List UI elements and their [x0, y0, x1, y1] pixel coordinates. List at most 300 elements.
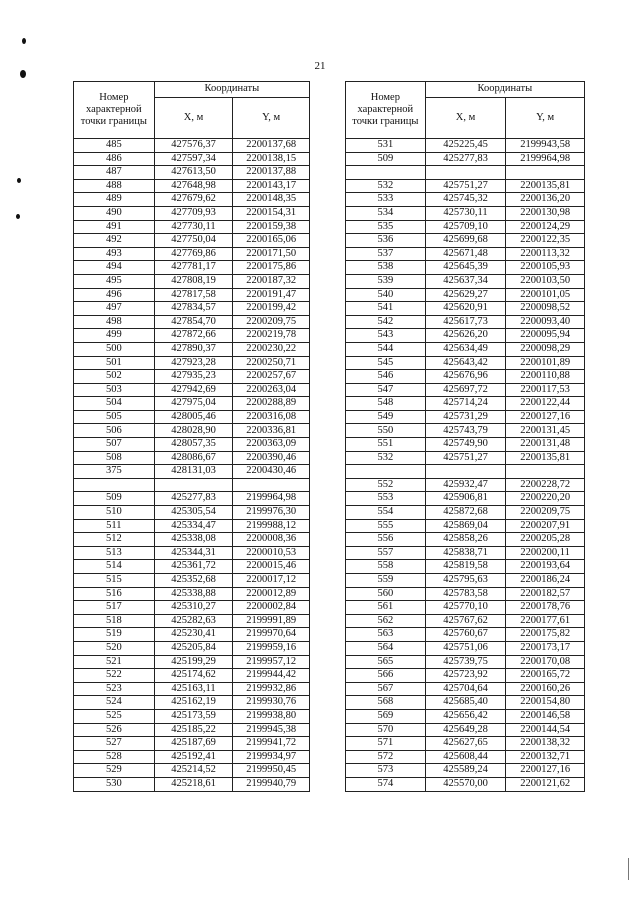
point-number-cell: 510 — [74, 506, 155, 520]
x-coordinate-cell: 425214,52 — [154, 764, 233, 778]
point-number-cell: 568 — [346, 696, 426, 710]
point-number-cell: 564 — [346, 641, 426, 655]
y-coordinate-cell: 2200148,35 — [233, 193, 310, 207]
point-number-cell: 509 — [346, 152, 426, 166]
y-coordinate-cell: 2200122,44 — [506, 397, 585, 411]
y-coordinate-cell: 2200131,48 — [506, 438, 585, 452]
point-number-cell: 532 — [346, 179, 426, 193]
x-coordinate-cell: 427750,04 — [154, 234, 233, 248]
x-coordinate-cell: 425225,45 — [425, 139, 506, 153]
point-number-cell: 501 — [74, 356, 155, 370]
point-number-cell: 507 — [74, 438, 155, 452]
table-row — [74, 397, 310, 411]
point-number-cell: 548 — [346, 397, 426, 411]
table-row — [346, 655, 585, 669]
x-coordinate-cell: 427648,98 — [154, 179, 233, 193]
point-number-cell: 486 — [74, 152, 155, 166]
table-row — [74, 574, 310, 588]
x-coordinate-cell: 425570,00 — [425, 777, 506, 791]
table-row — [74, 179, 310, 193]
table-row — [346, 682, 585, 696]
point-number-cell: 524 — [74, 696, 155, 710]
table-row — [74, 261, 310, 275]
table-row — [74, 451, 310, 465]
y-coordinate-cell: 2200263,04 — [233, 383, 310, 397]
table-row — [346, 492, 585, 506]
table-row — [346, 383, 585, 397]
table-row — [74, 587, 310, 601]
y-coordinate-cell: 2200250,71 — [233, 356, 310, 370]
x-coordinate-cell: 425704,64 — [425, 682, 506, 696]
x-coordinate-cell: 425620,91 — [425, 302, 506, 316]
x-coordinate-cell: 425869,04 — [425, 519, 506, 533]
point-number-cell: 541 — [346, 302, 426, 316]
point-number-cell: 492 — [74, 234, 155, 248]
table-row — [346, 247, 585, 261]
x-coordinate-cell: 425187,69 — [154, 737, 233, 751]
x-coordinate-cell: 425749,90 — [425, 438, 506, 452]
y-coordinate-cell: 2200098,52 — [506, 302, 585, 316]
table-row — [74, 519, 310, 533]
table-row — [74, 288, 310, 302]
table-row — [346, 777, 585, 791]
point-number-cell: 530 — [74, 777, 155, 791]
table-row — [346, 139, 585, 153]
y-coordinate-cell: 2200257,67 — [233, 370, 310, 384]
x-coordinate-cell: 427834,57 — [154, 302, 233, 316]
point-number-cell: 517 — [74, 601, 155, 615]
x-coordinate-cell: 425162,19 — [154, 696, 233, 710]
x-coordinate-cell: 427890,37 — [154, 342, 233, 356]
x-coordinate-cell: 425819,58 — [425, 560, 506, 574]
y-coordinate-cell: 2200122,35 — [506, 234, 585, 248]
y-coordinate-cell: 2199945,38 — [233, 723, 310, 737]
y-coordinate-cell: 2200171,50 — [233, 247, 310, 261]
x-coordinate-cell: 425645,39 — [425, 261, 506, 275]
y-coordinate-cell: 2199991,89 — [233, 614, 310, 628]
table-row — [74, 682, 310, 696]
table-row — [346, 546, 585, 560]
x-coordinate-cell: 425361,72 — [154, 560, 233, 574]
x-coordinate-cell: 427872,66 — [154, 329, 233, 343]
point-number-cell: 560 — [346, 587, 426, 601]
y-coordinate-cell: 2200117,53 — [506, 383, 585, 397]
table-row — [346, 696, 585, 710]
y-coordinate-cell: 2200015,46 — [233, 560, 310, 574]
table-row — [346, 709, 585, 723]
table-row — [346, 220, 585, 234]
table-row — [74, 614, 310, 628]
y-coordinate-cell: 2200131,45 — [506, 424, 585, 438]
table-row — [346, 628, 585, 642]
x-coordinate-cell: 425872,68 — [425, 506, 506, 520]
point-number-cell: 496 — [74, 288, 155, 302]
table-row — [74, 139, 310, 153]
page-number: 21 — [314, 60, 326, 72]
x-coordinate-cell: 425858,26 — [425, 533, 506, 547]
point-number-cell: 508 — [74, 451, 155, 465]
point-number-cell: 547 — [346, 383, 426, 397]
point-number-cell: 562 — [346, 614, 426, 628]
x-coordinate-cell: 425589,24 — [425, 764, 506, 778]
point-number-cell: 485 — [74, 139, 155, 153]
point-number-cell: 513 — [74, 546, 155, 560]
point-number-cell: 543 — [346, 329, 426, 343]
y-coordinate-cell: 2200209,75 — [506, 506, 585, 520]
x-coordinate-cell: 427975,04 — [154, 397, 233, 411]
point-number-cell: 503 — [74, 383, 155, 397]
table-row — [74, 723, 310, 737]
header-point-number: Номер характерной точки границы — [346, 82, 426, 139]
y-coordinate-cell: 2200138,32 — [506, 737, 585, 751]
y-coordinate-cell — [233, 478, 310, 492]
table-row — [346, 329, 585, 343]
table-row — [346, 601, 585, 615]
x-coordinate-cell: 425723,92 — [425, 669, 506, 683]
table-row — [346, 179, 585, 193]
x-coordinate-cell: 425218,61 — [154, 777, 233, 791]
point-number-cell: 558 — [346, 560, 426, 574]
x-coordinate-cell: 427817,58 — [154, 288, 233, 302]
point-number-cell: 523 — [74, 682, 155, 696]
point-number-cell: 505 — [74, 410, 155, 424]
table-row — [74, 302, 310, 316]
point-number-cell: 525 — [74, 709, 155, 723]
y-coordinate-cell: 2200193,64 — [506, 560, 585, 574]
table-row — [346, 152, 585, 166]
point-number-cell: 550 — [346, 424, 426, 438]
x-coordinate-cell: 425685,40 — [425, 696, 506, 710]
point-number-cell: 555 — [346, 519, 426, 533]
y-coordinate-cell: 2199976,30 — [233, 506, 310, 520]
y-coordinate-cell: 2200154,80 — [506, 696, 585, 710]
table-row — [346, 438, 585, 452]
point-number-cell: 489 — [74, 193, 155, 207]
x-coordinate-cell — [425, 465, 506, 479]
y-coordinate-cell: 2200146,58 — [506, 709, 585, 723]
y-coordinate-cell: 2200316,08 — [233, 410, 310, 424]
point-number-cell: 494 — [74, 261, 155, 275]
table-row — [74, 641, 310, 655]
x-coordinate-cell: 425739,75 — [425, 655, 506, 669]
table-row — [74, 737, 310, 751]
table-row — [74, 764, 310, 778]
point-number-cell: 566 — [346, 669, 426, 683]
x-coordinate-cell: 425838,71 — [425, 546, 506, 560]
table-row — [74, 193, 310, 207]
table-row — [74, 356, 310, 370]
y-coordinate-cell: 2200205,28 — [506, 533, 585, 547]
y-coordinate-cell: 2200135,81 — [506, 179, 585, 193]
y-coordinate-cell: 2200219,78 — [233, 329, 310, 343]
x-coordinate-cell: 425676,96 — [425, 370, 506, 384]
x-coordinate-cell: 425714,24 — [425, 397, 506, 411]
x-coordinate-cell: 425643,42 — [425, 356, 506, 370]
point-number-cell: 537 — [346, 247, 426, 261]
point-number-cell: 571 — [346, 737, 426, 751]
point-number-cell: 518 — [74, 614, 155, 628]
header-x: X, м — [425, 98, 506, 139]
x-coordinate-cell: 425783,58 — [425, 587, 506, 601]
x-coordinate-cell: 427730,11 — [154, 220, 233, 234]
table-row — [346, 669, 585, 683]
right-table-body — [346, 139, 585, 792]
x-coordinate-cell: 425277,83 — [154, 492, 233, 506]
x-coordinate-cell: 427942,69 — [154, 383, 233, 397]
table-row — [346, 166, 585, 180]
y-coordinate-cell: 2200177,61 — [506, 614, 585, 628]
scan-mark — [628, 858, 629, 880]
y-coordinate-cell: 2200121,62 — [506, 777, 585, 791]
y-coordinate-cell: 2200143,17 — [233, 179, 310, 193]
y-coordinate-cell: 2200207,91 — [506, 519, 585, 533]
x-coordinate-cell: 427781,17 — [154, 261, 233, 275]
table-row — [346, 356, 585, 370]
y-coordinate-cell: 2200390,46 — [233, 451, 310, 465]
table-row — [346, 533, 585, 547]
x-coordinate-cell: 427597,34 — [154, 152, 233, 166]
x-coordinate-cell: 425344,31 — [154, 546, 233, 560]
point-number-cell: 504 — [74, 397, 155, 411]
table-row — [74, 655, 310, 669]
y-coordinate-cell: 2199944,42 — [233, 669, 310, 683]
point-number-cell: 574 — [346, 777, 426, 791]
x-coordinate-cell: 425906,81 — [425, 492, 506, 506]
header-x: X, м — [154, 98, 233, 139]
table-row — [74, 315, 310, 329]
table-row — [74, 709, 310, 723]
header-coordinates: Координаты — [154, 82, 309, 98]
header-y: Y, м — [506, 98, 585, 139]
table-row — [346, 261, 585, 275]
point-number-cell: 527 — [74, 737, 155, 751]
point-number-cell: 542 — [346, 315, 426, 329]
x-coordinate-cell: 425338,08 — [154, 533, 233, 547]
table-row — [74, 342, 310, 356]
point-number-cell — [346, 166, 426, 180]
table-row — [74, 166, 310, 180]
table-row — [346, 370, 585, 384]
scan-dot — [20, 70, 26, 78]
y-coordinate-cell: 2200105,93 — [506, 261, 585, 275]
point-number-cell: 529 — [74, 764, 155, 778]
y-coordinate-cell: 2200178,76 — [506, 601, 585, 615]
x-coordinate-cell: 425767,62 — [425, 614, 506, 628]
y-coordinate-cell: 2200187,32 — [233, 274, 310, 288]
coordinates-table-right — [345, 81, 585, 792]
x-coordinate-cell: 425730,11 — [425, 206, 506, 220]
point-number-cell: 539 — [346, 274, 426, 288]
point-number-cell: 544 — [346, 342, 426, 356]
x-coordinate-cell: 427769,86 — [154, 247, 233, 261]
point-number-cell: 538 — [346, 261, 426, 275]
point-number-cell: 522 — [74, 669, 155, 683]
x-coordinate-cell: 425656,42 — [425, 709, 506, 723]
scan-dot — [17, 178, 21, 183]
scan-dot — [22, 38, 26, 44]
y-coordinate-cell: 2199959,16 — [233, 641, 310, 655]
x-coordinate-cell: 425185,22 — [154, 723, 233, 737]
table-row — [346, 641, 585, 655]
x-coordinate-cell: 425627,65 — [425, 737, 506, 751]
y-coordinate-cell: 2200175,86 — [233, 261, 310, 275]
y-coordinate-cell: 2200182,57 — [506, 587, 585, 601]
point-number-cell: 535 — [346, 220, 426, 234]
table-row — [74, 465, 310, 479]
point-number-cell: 545 — [346, 356, 426, 370]
x-coordinate-cell: 425282,63 — [154, 614, 233, 628]
table-row — [74, 220, 310, 234]
x-coordinate-cell: 427613,50 — [154, 166, 233, 180]
y-coordinate-cell: 2199940,79 — [233, 777, 310, 791]
point-number-cell: 495 — [74, 274, 155, 288]
x-coordinate-cell: 425617,73 — [425, 315, 506, 329]
y-coordinate-cell: 2200113,32 — [506, 247, 585, 261]
table-row — [346, 574, 585, 588]
y-coordinate-cell: 2199941,72 — [233, 737, 310, 751]
table-row — [74, 383, 310, 397]
table-row — [74, 506, 310, 520]
y-coordinate-cell: 2200170,08 — [506, 655, 585, 669]
point-number-cell: 497 — [74, 302, 155, 316]
table-row — [346, 519, 585, 533]
x-coordinate-cell: 425795,63 — [425, 574, 506, 588]
y-coordinate-cell: 2199950,45 — [233, 764, 310, 778]
table-row — [346, 737, 585, 751]
table-row — [346, 587, 585, 601]
x-coordinate-cell: 425751,06 — [425, 641, 506, 655]
y-coordinate-cell: 2200138,15 — [233, 152, 310, 166]
y-coordinate-cell: 2200137,68 — [233, 139, 310, 153]
y-coordinate-cell: 2200430,46 — [233, 465, 310, 479]
table-row — [74, 560, 310, 574]
table-row — [74, 152, 310, 166]
y-coordinate-cell: 2200228,72 — [506, 478, 585, 492]
point-number-cell: 554 — [346, 506, 426, 520]
left-table-body — [74, 139, 310, 792]
y-coordinate-cell: 2200017,12 — [233, 574, 310, 588]
point-number-cell: 532 — [346, 451, 426, 465]
x-coordinate-cell: 425338,88 — [154, 587, 233, 601]
point-number-cell: 567 — [346, 682, 426, 696]
y-coordinate-cell: 2199930,76 — [233, 696, 310, 710]
point-number-cell: 559 — [346, 574, 426, 588]
x-coordinate-cell: 425334,47 — [154, 519, 233, 533]
y-coordinate-cell: 2200095,94 — [506, 329, 585, 343]
x-coordinate-cell: 427854,70 — [154, 315, 233, 329]
point-number-cell: 520 — [74, 641, 155, 655]
table-row — [74, 628, 310, 642]
point-number-cell: 557 — [346, 546, 426, 560]
point-number-cell: 511 — [74, 519, 155, 533]
table-row — [346, 560, 585, 574]
table-row — [346, 315, 585, 329]
y-coordinate-cell: 2200136,20 — [506, 193, 585, 207]
table-row — [74, 329, 310, 343]
table-row — [74, 438, 310, 452]
point-number-cell: 569 — [346, 709, 426, 723]
y-coordinate-cell: 2200135,81 — [506, 451, 585, 465]
x-coordinate-cell: 428005,46 — [154, 410, 233, 424]
y-coordinate-cell: 2200200,11 — [506, 546, 585, 560]
y-coordinate-cell: 2200159,38 — [233, 220, 310, 234]
x-coordinate-cell: 425932,47 — [425, 478, 506, 492]
x-coordinate-cell: 428131,03 — [154, 465, 233, 479]
x-coordinate-cell: 425305,54 — [154, 506, 233, 520]
table-row — [346, 506, 585, 520]
point-number-cell: 570 — [346, 723, 426, 737]
x-coordinate-cell: 425626,20 — [425, 329, 506, 343]
y-coordinate-cell: 2200124,29 — [506, 220, 585, 234]
point-number-cell: 375 — [74, 465, 155, 479]
point-number-cell: 512 — [74, 533, 155, 547]
y-coordinate-cell: 2200002,84 — [233, 601, 310, 615]
point-number-cell: 528 — [74, 750, 155, 764]
point-number-cell: 498 — [74, 315, 155, 329]
y-coordinate-cell — [506, 166, 585, 180]
x-coordinate-cell: 425192,41 — [154, 750, 233, 764]
x-coordinate-cell: 425697,72 — [425, 383, 506, 397]
y-coordinate-cell: 2200165,72 — [506, 669, 585, 683]
point-number-cell: 500 — [74, 342, 155, 356]
y-coordinate-cell: 2200127,16 — [506, 410, 585, 424]
point-number-cell: 509 — [74, 492, 155, 506]
table-row — [74, 206, 310, 220]
table-row — [346, 410, 585, 424]
y-coordinate-cell: 2200191,47 — [233, 288, 310, 302]
y-coordinate-cell: 2199964,98 — [506, 152, 585, 166]
y-coordinate-cell: 2200101,05 — [506, 288, 585, 302]
y-coordinate-cell: 2200288,89 — [233, 397, 310, 411]
table-row — [74, 669, 310, 683]
x-coordinate-cell: 425671,48 — [425, 247, 506, 261]
table-row — [346, 342, 585, 356]
point-number-cell: 491 — [74, 220, 155, 234]
y-coordinate-cell: 2200130,98 — [506, 206, 585, 220]
y-coordinate-cell: 2200110,88 — [506, 370, 585, 384]
point-number-cell: 551 — [346, 438, 426, 452]
table-row — [74, 424, 310, 438]
table-row — [74, 546, 310, 560]
x-coordinate-cell: 428057,35 — [154, 438, 233, 452]
point-number-cell: 561 — [346, 601, 426, 615]
x-coordinate-cell: 425608,44 — [425, 750, 506, 764]
table-row — [74, 234, 310, 248]
x-coordinate-cell: 427679,62 — [154, 193, 233, 207]
y-coordinate-cell: 2200101,89 — [506, 356, 585, 370]
table-row — [346, 451, 585, 465]
point-number-cell: 499 — [74, 329, 155, 343]
y-coordinate-cell: 2200098,29 — [506, 342, 585, 356]
point-number-cell: 549 — [346, 410, 426, 424]
x-coordinate-cell: 425699,68 — [425, 234, 506, 248]
table-row — [346, 397, 585, 411]
point-number-cell: 553 — [346, 492, 426, 506]
table-row — [74, 410, 310, 424]
x-coordinate-cell: 425205,84 — [154, 641, 233, 655]
x-coordinate-cell: 425199,29 — [154, 655, 233, 669]
point-number-cell: 531 — [346, 139, 426, 153]
point-number-cell: 506 — [74, 424, 155, 438]
y-coordinate-cell: 2199934,97 — [233, 750, 310, 764]
y-coordinate-cell: 2200010,53 — [233, 546, 310, 560]
x-coordinate-cell: 428086,67 — [154, 451, 233, 465]
point-number-cell: 572 — [346, 750, 426, 764]
y-coordinate-cell: 2200137,88 — [233, 166, 310, 180]
point-number-cell — [346, 465, 426, 479]
point-number-cell: 514 — [74, 560, 155, 574]
y-coordinate-cell: 2199957,12 — [233, 655, 310, 669]
